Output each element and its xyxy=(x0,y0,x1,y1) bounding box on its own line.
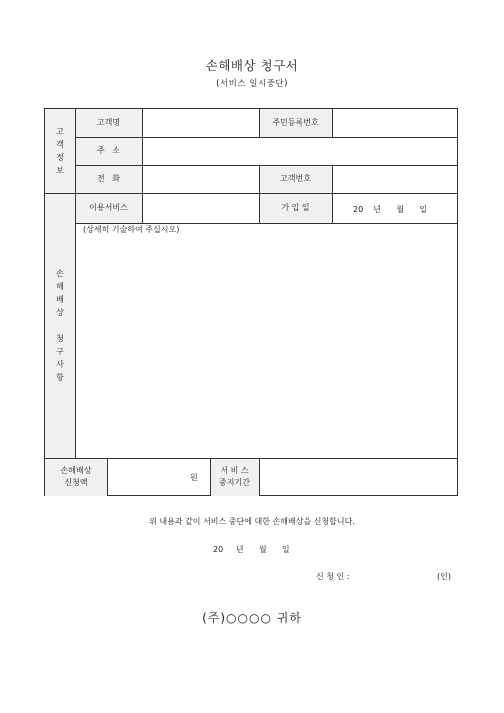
divider xyxy=(75,165,458,166)
suspension-period-label: 서 비 스 중지기간 xyxy=(210,458,259,496)
application-date: 20 년 월 일 xyxy=(213,545,290,554)
divider xyxy=(45,193,458,194)
divider xyxy=(75,223,458,224)
seal-mark: (인) xyxy=(437,572,451,581)
divider xyxy=(259,458,260,496)
customer-info-section-label: 고 객 정 보 xyxy=(45,109,75,193)
applicant-label: 신 청 인 : xyxy=(316,572,350,581)
claim-amount-label: 손해배상 신청액 xyxy=(45,458,107,496)
claim-form-table xyxy=(44,108,458,496)
divider xyxy=(107,458,108,496)
service-used-label: 이용서비스 xyxy=(75,193,142,223)
join-date-label: 가 입 일 xyxy=(259,193,332,223)
divider xyxy=(75,109,76,458)
customer-number-label: 고객번호 xyxy=(259,165,332,193)
divider xyxy=(210,458,211,496)
divider xyxy=(259,109,260,137)
divider xyxy=(75,137,458,138)
join-date-value: 20 년 월 일 xyxy=(353,205,428,214)
claim-section-label: 손 해 배 상 청 구 사 항 xyxy=(45,193,75,458)
document-subtitle: (서비스 일시중단) xyxy=(216,79,288,89)
address-label: 주 소 xyxy=(75,137,142,165)
divider xyxy=(142,109,143,223)
customer-name-label: 고객명 xyxy=(75,109,142,137)
resident-id-label: 주민등록번호 xyxy=(259,109,332,137)
divider xyxy=(259,165,260,223)
divider xyxy=(332,109,333,137)
statement-text: 위 내용과 같이 서비스 중단에 대한 손해배상을 신청합니다. xyxy=(149,517,355,526)
document-title: 손해배상 청구서 xyxy=(205,58,299,73)
divider xyxy=(332,165,333,223)
phone-label: 전 화 xyxy=(75,165,142,193)
amount-unit: 원 xyxy=(190,473,198,482)
details-hint: (상세히 기술하여 주십시오) xyxy=(83,225,180,234)
recipient-closing: (주)○○○○ 귀하 xyxy=(202,611,302,625)
